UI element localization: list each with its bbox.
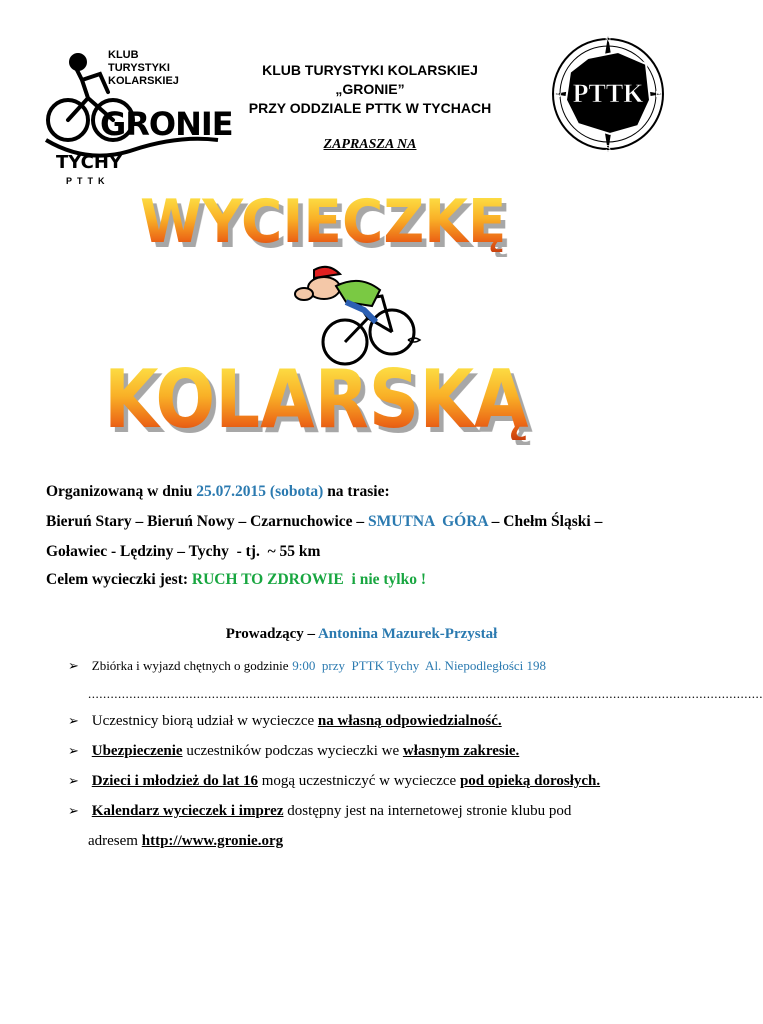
logo-kolarskiej-line: KOLARSKIEJ	[108, 75, 179, 87]
logo-klub-line: KLUB	[108, 49, 139, 61]
meeting-time-place: 9:00 przy PTTK Tychy Al. Niepodległości 198	[292, 658, 547, 673]
insurance-text: uczestników podczas wycieczki we	[186, 743, 400, 759]
club-name: KLUB TURYSTYKI KOLARSKIEJ	[262, 62, 478, 78]
calendar-address-line	[88, 833, 283, 850]
arrow-bullet-icon: ➢	[68, 713, 79, 728]
arrow-bullet-icon: ➢	[68, 803, 79, 818]
bullet-calendar	[68, 803, 571, 820]
logo-gronie-text: GRONIE	[100, 105, 233, 143]
calendar-text: dostępny jest na internetowej stronie klubu pod	[287, 803, 572, 819]
club-nickname: „GRONIE”	[335, 81, 405, 97]
bullet-children	[68, 773, 600, 790]
date-line	[46, 483, 390, 501]
children-bold: Dzieci i młodzież do lat 16	[91, 773, 258, 789]
arrow-bullet-icon: ➢	[68, 658, 79, 673]
bullet-meeting	[68, 658, 546, 675]
insurance-bold: Ubezpieczenie	[91, 743, 183, 759]
pttk-compass-logo	[548, 30, 668, 158]
route-line-1	[46, 513, 602, 531]
trip-leader	[0, 626, 723, 643]
bullet-insurance	[68, 743, 519, 760]
date-suffix: na trasie:	[327, 483, 390, 500]
insurance-bold-2: własnym zakresie.	[402, 743, 520, 759]
arrow-bullet-icon: ➢	[68, 743, 79, 758]
arrow-bullet-icon: ➢	[68, 773, 79, 788]
leader-name: Antonina Mazurek-Przystał	[317, 626, 498, 642]
responsibility-text: Uczestnicy biorą udział w wycieczce	[91, 713, 315, 729]
banner-title-wycieczke: WYCIECZKĘ	[140, 187, 507, 257]
club-website-link[interactable]: http://www.gronie.org	[141, 833, 284, 849]
trip-day: (sobota)	[269, 483, 324, 500]
date-prefix: Organizowaną w dniu	[46, 483, 193, 500]
compass-n: N	[605, 36, 611, 45]
address-label: adresem	[88, 833, 138, 849]
bullet-responsibility	[68, 713, 502, 730]
dotted-separator: ....................................................................................................................................................................................	[88, 686, 763, 701]
route-part-2: – Chełm Śląski –	[491, 513, 603, 530]
route-highlight: SMUTNA GÓRA	[368, 513, 488, 530]
club-branch: PRZY ODDZIALE PTTK W TYCHACH	[248, 100, 492, 116]
children-bold-2: pod opieką dorosłych.	[459, 773, 601, 789]
compass-s: S	[605, 144, 611, 153]
logo-pttk-text: PTTK	[66, 176, 110, 186]
goal-value: RUCH TO ZDROWIE i nie tylko !	[191, 571, 427, 588]
trip-date: 25.07.2015	[196, 483, 267, 500]
compass-e: E	[655, 90, 661, 99]
logo-tychy-text: TYCHY	[56, 152, 122, 173]
gronie-logo	[38, 40, 233, 190]
logo-turystyki-line: TURYSTYKI	[108, 62, 170, 74]
invitation-text: ZAPRASZA NA	[323, 137, 417, 152]
calendar-bold: Kalendarz wycieczek i imprez	[91, 803, 284, 819]
route-line-2: Goławiec - Lędziny – Tychy - tj. ~ 55 km	[46, 543, 321, 560]
banner-title-kolarska: KOLARSKĄ	[104, 353, 529, 446]
leader-label: Prowadzący –	[225, 626, 316, 642]
route-part-1: Bieruń Stary – Bieruń Nowy – Czarnuchowice –	[46, 513, 365, 530]
children-text: mogą uczestniczyć w wycieczce	[261, 773, 457, 789]
goal-label: Celem wycieczki jest:	[46, 571, 189, 588]
compass-w: W	[554, 90, 562, 99]
pttk-logo-text: PTTK	[572, 79, 644, 108]
meeting-text: Zbiórka i wyjazd chętnych o godzinie	[91, 658, 289, 673]
responsibility-bold: na własną odpowiedzialność.	[317, 713, 502, 729]
goal-line	[46, 571, 426, 589]
